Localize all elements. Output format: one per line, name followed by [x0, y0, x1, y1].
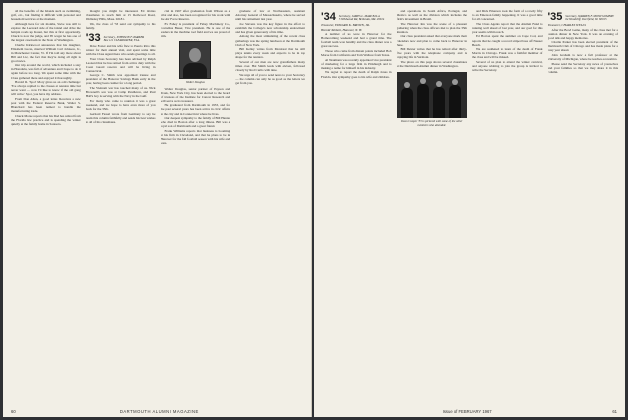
paragraph: and Dick Emerson took the form of a rowdy fifty to an Emerson family happening. It was a good time for all concerned. [472, 9, 543, 22]
right-column-2 [397, 9, 468, 405]
secretary-line: Secretary, JAMES L. MARCELLA [338, 13, 380, 18]
class-numeral: '34 [321, 11, 336, 23]
paragraph: The photo on this page shows several classmates at the Dartmouth Alumni dinner in Washington. [396, 59, 467, 68]
paragraph: For many who came to reunion it was a great weekend, and we hope to have even more of you back for the 35th. [85, 98, 156, 111]
paragraph: Charlie Kirkwood announces that his daughter, Elizabeth Lucas, married William Carl Johnson, Jr., in Manchester Center, Vt. If I'm told any more about Bill and Liz, the fact that they're doing all right is good news. [11, 42, 81, 63]
paragraph: Walter Douglas, senior partner of Payson and Trask, New York City, has been elected to the board of trustees of the Institute for Cancer Research and will serve as its treasurer. [160, 86, 231, 103]
left-page-footer [11, 407, 303, 415]
paragraph: Charlie Parker has been elected president of the Dartmouth Club of Chicago and has made plans for a busy year ahead. [547, 40, 618, 53]
left-page [3, 3, 312, 417]
paragraph: Joe Stevens was the key figure in the effort to establish the College's new scholarship endowment and has given generously of his time. [235, 21, 305, 34]
secretary-address: Box 111 CLEARWATER, FLA. [103, 38, 140, 43]
treasurer-line: Treasurer, CHARLES WELLS [547, 23, 586, 27]
paragraph: Those who came from distant points included Bob Morse from California and Tom Wallace from Texas. [321, 49, 392, 58]
paragraph: After the Bowl Game, many of the class met for a reunion dinner in New York. It was an evening of good talk and happy memories. [547, 27, 618, 40]
paragraph: thought you might be interested. Ed invites classmates to reach him at 15 Redwood Road, Wellesley Hills, Mass. 02181. [85, 9, 156, 22]
paragraph: Several of us plan to attend the winter carnival, and anyone wishing to join the group is invited to write the Secretary. [472, 59, 543, 73]
paragraph: The Hanover Inn was the scene of a pleasant gathering when the class officers met to plan the 35th Reunion. [396, 21, 467, 34]
paragraph: Among the most stimulating of the recent class gatherings was the spring luncheon at the Dartmouth Club of New York. [235, 34, 305, 47]
issue-label: Issue of FEBRUARY 1967 [442, 408, 492, 414]
right-column-3 [472, 9, 543, 405]
secretary-line: Secretary, JOHNSON F. PARKER [103, 34, 145, 39]
paragraph: Bill Kelley writes from Montreal that he still plays tennis every week and expects to be in top shape for the reunion. [235, 47, 305, 60]
paragraph: Your Class Secretary has been advised by Ralph Leonard that he has retired from active duty with the Coast Guard reserve and will be living in Connecticut. [85, 56, 156, 73]
treasurer-address: Harold Tabbott, Hanover, N. H. [321, 27, 363, 32]
left-column-3 [161, 9, 231, 405]
paragraph: The Vietnam war has touched many of us. Nick Brownell's son was at Camp Pendleton, and Paul Hall's boy is serving with the Navy in the Gulf. [85, 86, 156, 99]
paragraph: Gerhard Fassel wrote from Germany to say he reads this column faithfully and sends his best wishes to all of his classmates. [85, 111, 156, 124]
secretary-address: 5 Wildwood Rd, Bethesda, Md. 20014 [338, 17, 385, 22]
left-page-columns [11, 9, 305, 405]
paragraph: and operations in South Africa, Portugal, and Mexico as well as the division which includes the firm's investment in Brazil. [396, 9, 467, 22]
class-34-heading [321, 12, 392, 22]
paragraph: He graduated from Dartmouth in 1933, and for the past several years has been active in civic affairs in the city and in Connecticut where he lives. [160, 103, 231, 116]
paragraph: Ev Fahey is president of Fahey Machinery Co., Cornelius Bauer, Vice president. He is one of the leaders in the machine tool field and we are proud of him. [160, 21, 231, 38]
photo-caption: Walter Douglas [185, 79, 205, 84]
class-numeral: '35 [547, 11, 563, 23]
secretary-line: Secretary, WARREN F. MONTGOMERY [565, 13, 614, 18]
class-33-heading [86, 33, 156, 43]
paragraph: Chuck Morse reports that his Dad has retired from the Florida law practice and is spending the winter quietly at the family home in Sarasota. [11, 113, 81, 126]
paragraph: We regret to report the death of Ralph Jones in Florida. Our sympathy goes to his wife and children. [321, 70, 392, 79]
paragraph: Our trip around the world, which included a stay in Honolulu, was full of adventure and I hope to do it again before too long. We spent some time with the Class gathered there and enjoyed it thoroughly. [11, 63, 81, 80]
portrait-photo [179, 41, 211, 79]
paragraph: Our deepest sympathy to the family of Bill Hunter who died in Boston after a long illness. Bill was a loyal son of Dartmouth and a great friend. [160, 116, 231, 129]
photo-caption: Dean Cooper '33 is pictured with some of the other members who attended. [401, 119, 463, 127]
paragraph: all the benefits of the Islands such as swimming, golf, etc., but finding it difficult with personal and household services at the moment. [11, 9, 81, 22]
paragraph: Al Neumann was recently appointed vice president of marketing for a large firm in Pittsburgh and is making a name for himself in his industry. [321, 57, 392, 70]
paragraph: Ed Horton spent the summer on Cape Cod, and reports that he caught a record striped bass off Nauset Beach. [472, 34, 543, 47]
paragraph: Our class president asked that everyone mark their calendars now and plan to come back to Hanover in June. [396, 34, 467, 47]
page-number: 61 [612, 408, 617, 414]
right-column-1 [321, 9, 392, 405]
left-column-1 [11, 9, 81, 405]
secretary-address: 64 Woodcliff, Deerfield, Ill. 60015 [565, 17, 607, 22]
paragraph: Bill Dexter writes that he has retired after thirty-five years with the telephone company and is enjoying life in Vermont. [396, 47, 467, 60]
paragraph: Several of our men are now grandfathers many times over. Hal Smith leads with eleven, followed closely by Rod Curtis with nine. [235, 59, 305, 73]
right-page [314, 3, 625, 417]
left-column-4 [235, 9, 305, 405]
right-page-footer [322, 407, 617, 415]
class-35-heading [548, 12, 619, 22]
paragraph: Harold R. 'Spot' Mory gives us an odd challenge: 'I've always replied to the classes at reunion time but never went — now I'd like to know if the old gang will write.' Spot, you have my address. [11, 80, 81, 97]
paragraph: George C. Smith was appointed trustee and president of the Hanover Savings Bank early in the year, having been cashier for a long period. [85, 73, 156, 86]
paragraph: From Don Allen, a good letter. Receives a new post with the Federal Reserve Bank, Walter S. Blanchard has been named to handle the manufacturing trade. [11, 96, 81, 114]
paragraph: The Class Agents report that the Alumni Fund is running well ahead of last year, and our goal for this year seems within reach. [472, 21, 543, 34]
paragraph: We are saddened to learn of the death of Frank Morris in Chicago. Frank was a faithful member of the class and will be missed. [472, 47, 543, 60]
magazine-title: DARTMOUTH ALUMNI MAGAZINE [119, 408, 199, 414]
treasurer-line: Treasurer, EDWARD K. BROWN, JR. [321, 23, 370, 27]
paragraph: Please send the Secretary any news of yourselves and your families so that we may share it in this column. [547, 61, 618, 74]
paragraph: cial in 1967 after graduation from Wilson as a pilot and also, has been recognized for his work with the Air Force Reserve. [160, 9, 231, 22]
right-page-columns [321, 9, 618, 405]
paragraph: Dave Foster and his wife flew to Puerto Rico this winter for their annual visit, and spent some time with the Class Agent there who sends greetings to all. [85, 43, 156, 56]
paragraph: John Graham is now a full professor at the University of Michigan, where he teaches economics. [547, 53, 618, 62]
paragraph: Frank Williams reports that business is booming at his firm in Cleveland, and that he plans to be in Hanover for the fall football season with his wife and sons. [160, 128, 231, 146]
page-number: 60 [11, 408, 16, 414]
paragraph: We urge all of you to send news to your Secretary — the column can only be as good as the letters we get from you. [235, 72, 305, 85]
right-column-4 [548, 9, 619, 405]
paragraph: We, the class of '33 send our sympathy to his family. [85, 21, 156, 30]
paragraph: A number of us were in Hanover for the Homecoming weekend and had a grand time. The football team won handily and the class dinner was a great success. [321, 32, 392, 49]
group-photo [397, 72, 468, 118]
left-column-2 [86, 9, 156, 405]
class-numeral: '33 [85, 31, 101, 44]
paragraph: graduate of law at Northeastern, assistant Attorney General of Massachusetts, where he served until his retirement last year. [235, 9, 305, 22]
paragraph: Although here for six months, Steve was still to explore the Leeward side of the island and drive the hairpin roads up Kauai, but this at first opportunity. Chuck is now the judge, and I'll wager he has one of the largest caseloads in the State of Washington. [11, 21, 81, 42]
